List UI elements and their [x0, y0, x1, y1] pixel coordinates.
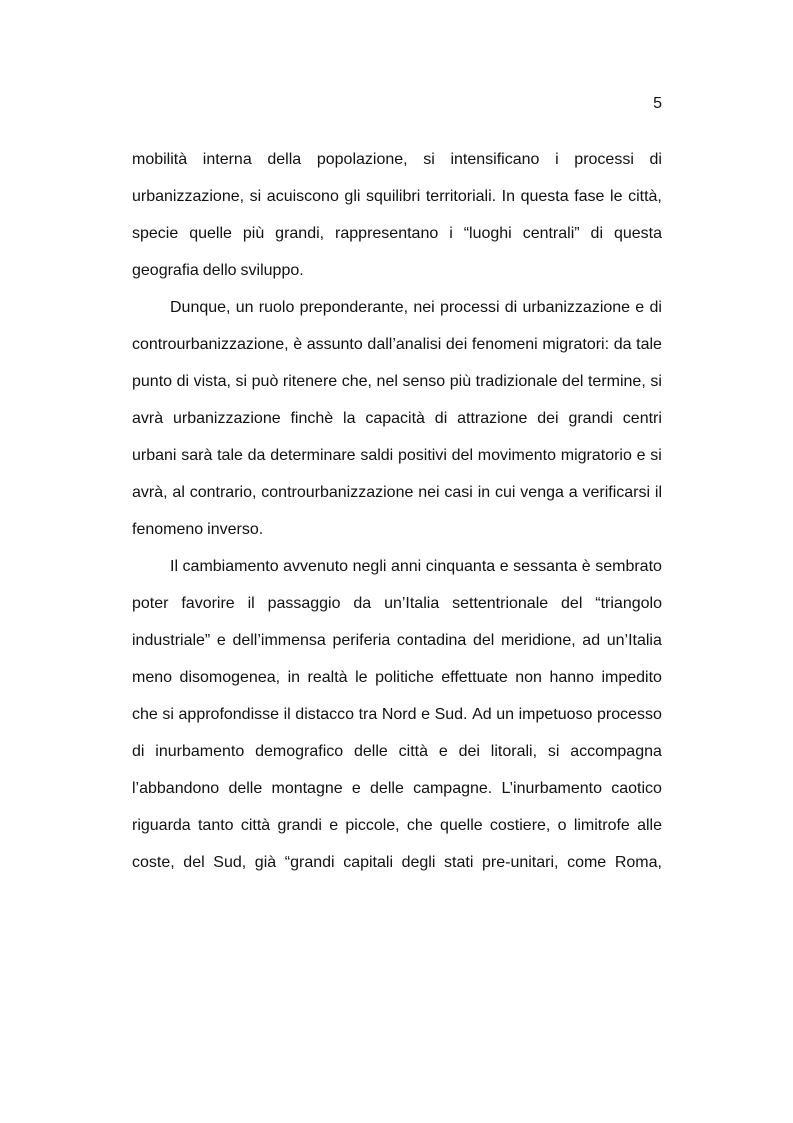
word: specie [132, 225, 179, 242]
text-line [132, 369, 662, 406]
word: il [283, 706, 291, 723]
paragraph [132, 295, 662, 554]
word: e [216, 632, 226, 649]
word: nel [376, 373, 398, 390]
word: più [242, 225, 265, 242]
word: già [254, 854, 277, 871]
word: da [353, 595, 372, 612]
word: tradizionale [475, 373, 558, 390]
word: piccole, [345, 817, 400, 834]
text-line [132, 406, 662, 443]
word: cinquanta [425, 558, 496, 575]
word: si [650, 373, 662, 390]
text-line [132, 295, 662, 332]
word: demografico [255, 743, 344, 760]
word: il [247, 595, 255, 612]
word: favorire [181, 595, 235, 612]
word: avvenuto [283, 558, 349, 575]
word: Sud, [213, 854, 247, 871]
text-line [132, 628, 662, 665]
word: sessanta [513, 558, 578, 575]
word: rappresentano [335, 225, 439, 242]
word: centrali” [522, 225, 580, 242]
word: un’Italia [384, 595, 440, 612]
word: un’Italia [606, 632, 662, 649]
word: meno [132, 669, 173, 686]
word: un [235, 299, 254, 316]
word: la [343, 410, 356, 427]
word: città [240, 817, 271, 834]
word: le [355, 669, 368, 686]
word: inverso. [207, 521, 264, 538]
word: impetuoso [518, 706, 593, 723]
word: tanto [197, 817, 234, 834]
word: questa [613, 225, 662, 242]
word: Nord [381, 706, 417, 723]
word: e [329, 817, 339, 834]
word: tale [217, 447, 243, 464]
word: stati [444, 854, 474, 871]
word: limitrofe [573, 817, 630, 834]
word: impedito [601, 669, 662, 686]
word: litorali, [490, 743, 538, 760]
word: casi [444, 484, 473, 501]
word: cui [495, 484, 516, 501]
word: delle [370, 780, 404, 797]
word: approfondisse [178, 706, 280, 723]
word: si [162, 706, 174, 723]
word: del [183, 854, 205, 871]
word: hanno [549, 669, 594, 686]
word: che [132, 706, 158, 723]
word: di [504, 299, 518, 316]
word: dei [445, 336, 468, 353]
text-line [132, 554, 662, 591]
word: campagne. [413, 780, 493, 797]
word: grandi [568, 410, 613, 427]
word: movimento [477, 447, 556, 464]
word: politiche [375, 669, 434, 686]
word: meridione, [500, 632, 576, 649]
word: vista, [193, 373, 231, 390]
word: quelle [439, 817, 483, 834]
word: tale [636, 336, 662, 353]
word: avrà, [132, 484, 168, 501]
word: L’inurbamento [501, 780, 602, 797]
word: montagne [271, 780, 343, 797]
word: i [449, 225, 453, 242]
word: squilibri [366, 188, 421, 205]
word: sembrato [595, 558, 662, 575]
word: nei [418, 484, 440, 501]
word: e [421, 706, 430, 723]
word: questa [520, 188, 569, 205]
text-line [132, 147, 662, 184]
word: geografia [132, 262, 199, 279]
word: un [496, 706, 515, 723]
text-line [132, 665, 662, 702]
word: più [449, 373, 472, 390]
text-line [132, 332, 662, 369]
word: migratori: [542, 336, 610, 353]
word: del [472, 632, 495, 649]
word: le [610, 188, 623, 205]
word: anni [390, 558, 422, 575]
word: che [406, 817, 433, 834]
word: costiere, [489, 817, 551, 834]
word: del [451, 447, 473, 464]
word: assunto [306, 336, 363, 353]
word: territoriali. [425, 188, 497, 205]
word: inurbamento [155, 743, 245, 760]
word: dell’immensa [232, 632, 326, 649]
word: e [499, 558, 509, 575]
word: degli [401, 854, 436, 871]
word: negli [352, 558, 387, 575]
word: Roma, [614, 854, 662, 871]
word: ritenere [282, 373, 338, 390]
word: cambiamento [182, 558, 279, 575]
word: in [287, 669, 301, 686]
word: interna [202, 151, 252, 168]
word: termine, [587, 373, 646, 390]
word: disomogenea, [179, 669, 281, 686]
word: accompagna [570, 743, 662, 760]
word: popolazione, [316, 151, 408, 168]
word: processi [574, 151, 634, 168]
word: processi [439, 299, 500, 316]
word: è [293, 336, 303, 353]
word: “luoghi [463, 225, 512, 242]
word: ad [582, 632, 601, 649]
word: positivi [397, 447, 447, 464]
word: il [654, 484, 662, 501]
word: contrario, [189, 484, 257, 501]
text-line [132, 517, 662, 554]
word: alle [637, 817, 662, 834]
text-line [132, 776, 662, 813]
word: a [568, 484, 578, 501]
body-text [132, 147, 662, 887]
text-line [132, 480, 662, 517]
word: senso [402, 373, 446, 390]
word: “triangolo [595, 595, 662, 612]
word: punto [132, 373, 173, 390]
text-line [132, 702, 662, 739]
word: dall’analisi [367, 336, 442, 353]
word: acuiscono [266, 188, 339, 205]
text-line [132, 813, 662, 850]
word: riguarda [132, 817, 191, 834]
word: e [438, 743, 448, 760]
word: grandi, [275, 225, 325, 242]
word: è [581, 558, 591, 575]
word: capitali [343, 854, 393, 871]
text-line [132, 258, 662, 295]
word: di [176, 373, 190, 390]
word: dei [537, 410, 559, 427]
word: quelle [189, 225, 232, 242]
word: di [434, 410, 448, 427]
text-line [132, 739, 662, 776]
word: controurbanizzazione [261, 484, 414, 501]
word: di [649, 151, 662, 168]
paragraph [132, 554, 662, 887]
word: gli [344, 188, 361, 205]
word: mobilità [132, 151, 188, 168]
word: fenomeno [132, 521, 204, 538]
text-line [132, 443, 662, 480]
word: settentrionale [452, 595, 549, 612]
word: intensificano [450, 151, 540, 168]
word: fenomeni [471, 336, 538, 353]
paragraph [132, 147, 662, 295]
word: si [249, 188, 262, 205]
word: dei [458, 743, 480, 760]
word: finchè [290, 410, 334, 427]
word: controurbanizzazione, [132, 336, 289, 353]
word: migratorio [560, 447, 632, 464]
word: ruolo [258, 299, 295, 316]
word: si [547, 743, 560, 760]
word: effettuate [441, 669, 508, 686]
word: si [235, 373, 248, 390]
word: urbanizzazione [172, 410, 281, 427]
word: realtà [307, 669, 348, 686]
word: Ad [472, 706, 492, 723]
word: venga [520, 484, 564, 501]
word: della [267, 151, 302, 168]
text-line [132, 850, 662, 887]
word: da [247, 447, 266, 464]
word: coste, [132, 854, 175, 871]
word: fase [574, 188, 605, 205]
word: avrà [132, 410, 164, 427]
word: può [251, 373, 279, 390]
word: delle [353, 743, 388, 760]
word: determinare [270, 447, 356, 464]
word: caotico [611, 780, 662, 797]
word: città, [628, 188, 662, 205]
word: periferia [332, 632, 391, 649]
text-line [132, 184, 662, 221]
word: e [351, 780, 361, 797]
word: contadina [396, 632, 467, 649]
word: l’abbandono [132, 780, 220, 797]
word: distacco [295, 706, 354, 723]
word: sarà [181, 447, 213, 464]
word: urbanizzazione [522, 299, 631, 316]
word: si [423, 151, 435, 168]
word: del [561, 595, 583, 612]
word: al [172, 484, 185, 501]
word: in [477, 484, 491, 501]
word: che, [341, 373, 372, 390]
word: urbanizzazione, [132, 188, 245, 205]
word: poter [132, 595, 169, 612]
word: centri [622, 410, 662, 427]
word: preponderante, [299, 299, 409, 316]
word: di [132, 743, 145, 760]
word: passaggio [267, 595, 341, 612]
word: come [567, 854, 607, 871]
word: non [515, 669, 542, 686]
word: città [398, 743, 428, 760]
word: di [590, 225, 603, 242]
word: “grandi [284, 854, 335, 871]
word: grandi [277, 817, 322, 834]
text-line [132, 221, 662, 258]
page-number: 5 [653, 95, 662, 112]
word: i [555, 151, 559, 168]
word: tra [358, 706, 378, 723]
word: delle [228, 780, 263, 797]
word: si [650, 447, 662, 464]
word: saldi [360, 447, 394, 464]
word: e [635, 299, 645, 316]
word: e [636, 447, 646, 464]
word: capacità [365, 410, 425, 427]
word: pre-unitari, [481, 854, 559, 871]
word: In [501, 188, 515, 205]
word: Dunque, [170, 299, 231, 316]
word: urbani [132, 447, 177, 464]
word: di [649, 299, 662, 316]
word: o [557, 817, 567, 834]
word: verificarsi [582, 484, 651, 501]
word: sviluppo. [240, 262, 304, 279]
word: industriale” [132, 632, 211, 649]
word: Il [170, 558, 178, 575]
word: attrazione [457, 410, 528, 427]
word: nei [413, 299, 435, 316]
word: dello [202, 262, 237, 279]
word: processo [597, 706, 662, 723]
word: da [613, 336, 632, 353]
text-line [132, 591, 662, 628]
word: del [562, 373, 584, 390]
word: Sud. [434, 706, 468, 723]
